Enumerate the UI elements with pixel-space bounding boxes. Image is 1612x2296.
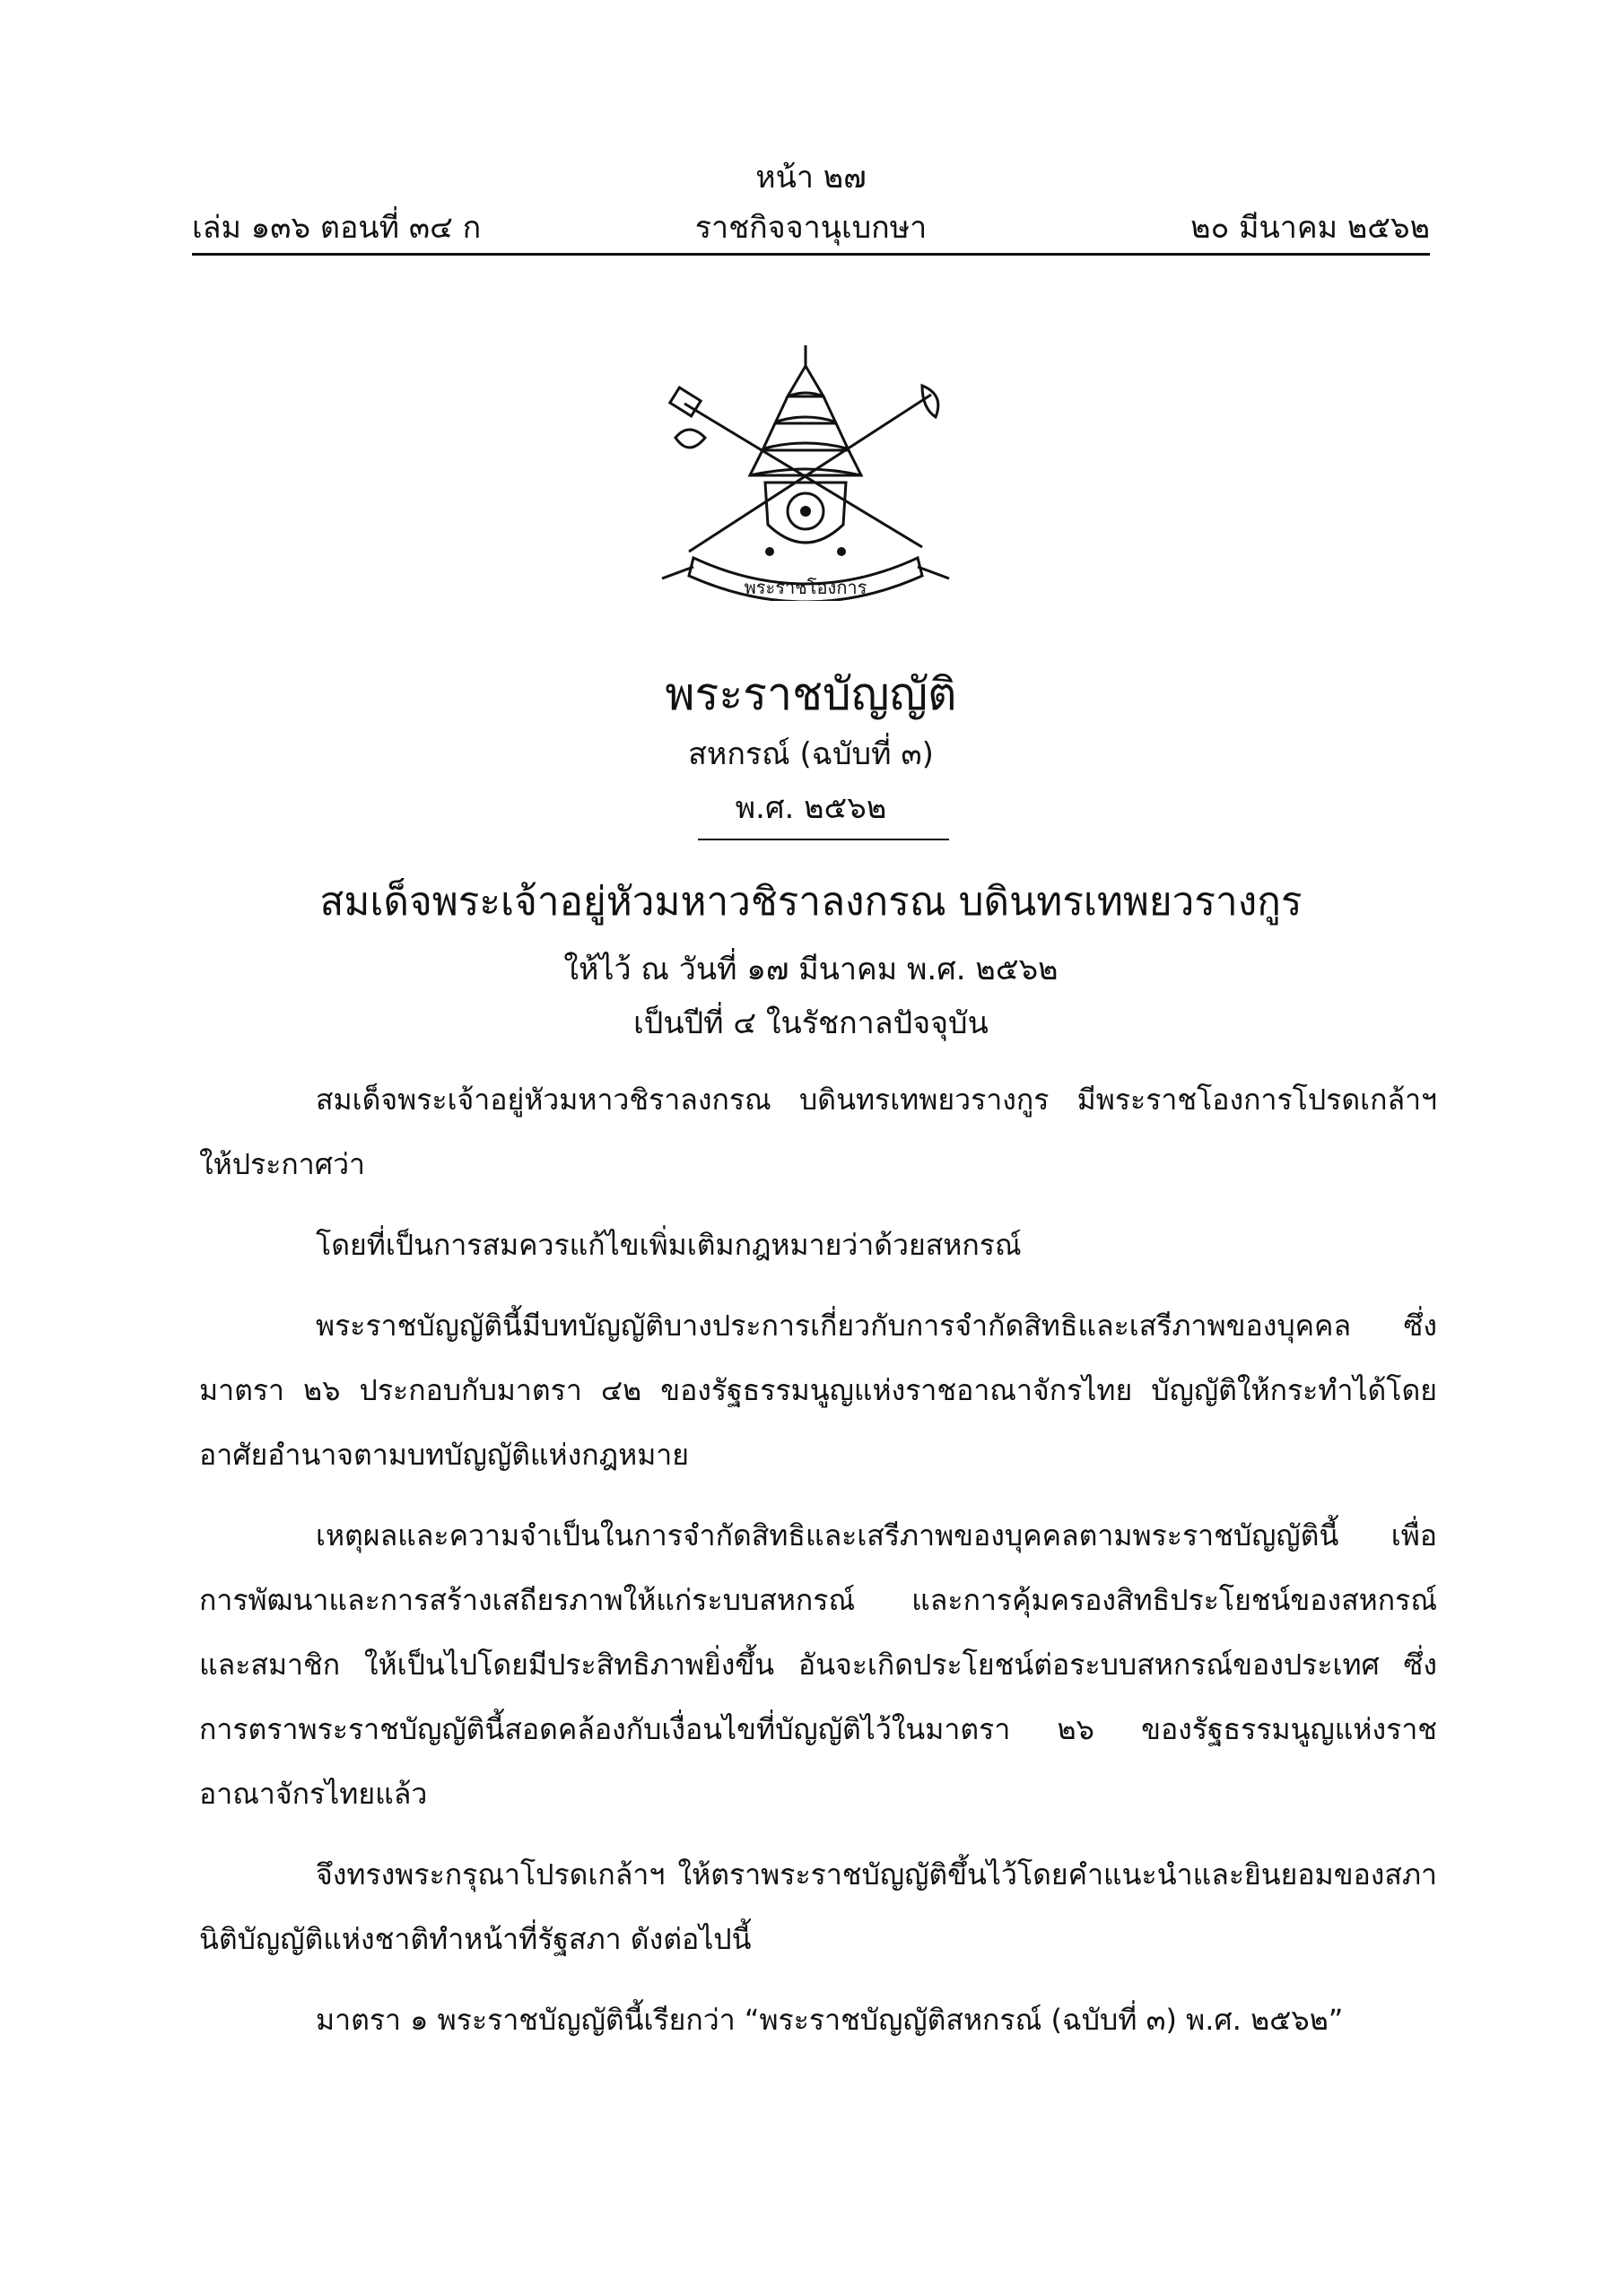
rationale-paragraph: เหตุผลและความจำเป็นในการจำกัดสิทธิและเสรีภาพของบุคคลตามพระราชบัญญัตินี้ เพื่อการพัฒนาและการสร้างเสถียรภาพให้แก่ระบบสหกรณ์ และการคุ้มครองสิทธิประโยชน์ของสหกรณ์และสมาชิก ให้เป็นไปโดยมีประสิทธิภาพยิ่งขึ้น อันจะเกิดประโยชน์ต่อระบบสหกรณ์ของประเทศ ซึ่งการตราพระราชบัญญัตินี้สอดคล้องกับเงื่อนไขที่บัญญัติไว้ในมาตรา ๒๖ ของรัฐธรรมนูญแห่งราชอาณาจักรไทยแล้ว xyxy=(199,1518,1437,1811)
gazette-name: ราชกิจจานุเบกษา xyxy=(694,210,928,246)
volume-issue: เล่ม ๑๓๖ ตอนที่ ๓๔ ก xyxy=(192,210,482,246)
title-divider xyxy=(698,839,949,840)
page-number: หน้า ๒๗ xyxy=(755,160,867,196)
publication-date: ๒๐ มีนาคม ๒๕๖๒ xyxy=(1190,210,1430,246)
act-subject: สหกรณ์ (ฉบับที่ ๓) xyxy=(688,736,934,772)
king-name: สมเด็จพระเจ้าอยู่หัวมหาวชิราลงกรณ บดินทรเทพยวรางกูร xyxy=(319,879,1303,925)
proclamation-paragraph: สมเด็จพระเจ้าอยู่หัวมหาวชิราลงกรณ บดินทรเทพยวรางกูร มีพระราชโองการโปรดเกล้าฯ ให้ประกาศว่า xyxy=(199,1083,1437,1181)
svg-text:พระราชโองการ: พระราชโองการ xyxy=(744,577,867,598)
enactment-paragraph: จึงทรงพระกรุณาโปรดเกล้าฯ ให้ตราพระราชบัญญัติขึ้นไว้โดยคำแนะนำและยินยอมของสภานิติบัญญัติแห่งชาติทำหน้าที่รัฐสภา ดังต่อไปนี้ xyxy=(199,1857,1437,1956)
given-date: ให้ไว้ ณ วันที่ ๑๗ มีนาคม พ.ศ. ๒๕๖๒ xyxy=(563,952,1059,987)
reign-year: เป็นปีที่ ๔ ในรัชกาลปัจจุบัน xyxy=(633,1005,989,1041)
rights-limitation-paragraph: พระราชบัญญัตินี้มีบทบัญญัติบางประการเกี่ยวกับการจำกัดสิทธิและเสรีภาพของบุคคล ซึ่งมาตรา ๒๖ ประกอบกับมาตรา ๔๒ ของรัฐธรรมนูญแห่งราชอาณาจักรไทย บัญญัติให้กระทำได้โดยอาศัยอำนาจตามบทบัญญัติแห่งกฎหมาย xyxy=(199,1309,1437,1472)
header-divider xyxy=(192,253,1430,256)
gazette-header xyxy=(192,152,1430,260)
purpose-paragraph: โดยที่เป็นการสมควรแก้ไขเพิ่มเติมกฎหมายว่าด้วยสหกรณ์ xyxy=(316,1228,1022,1262)
act-body xyxy=(199,1067,1437,2068)
act-title: พระราชบัญญัติ xyxy=(665,668,957,720)
act-year: พ.ศ. ๒๕๖๒ xyxy=(735,790,887,826)
royal-cypher-emblem-icon xyxy=(653,341,958,601)
section-1: มาตรา ๑ พระราชบัญญัตินี้เรียกว่า “พระราชบัญญัติสหกรณ์ (ฉบับที่ ๓) พ.ศ. ๒๕๖๒” xyxy=(316,2003,1344,2037)
